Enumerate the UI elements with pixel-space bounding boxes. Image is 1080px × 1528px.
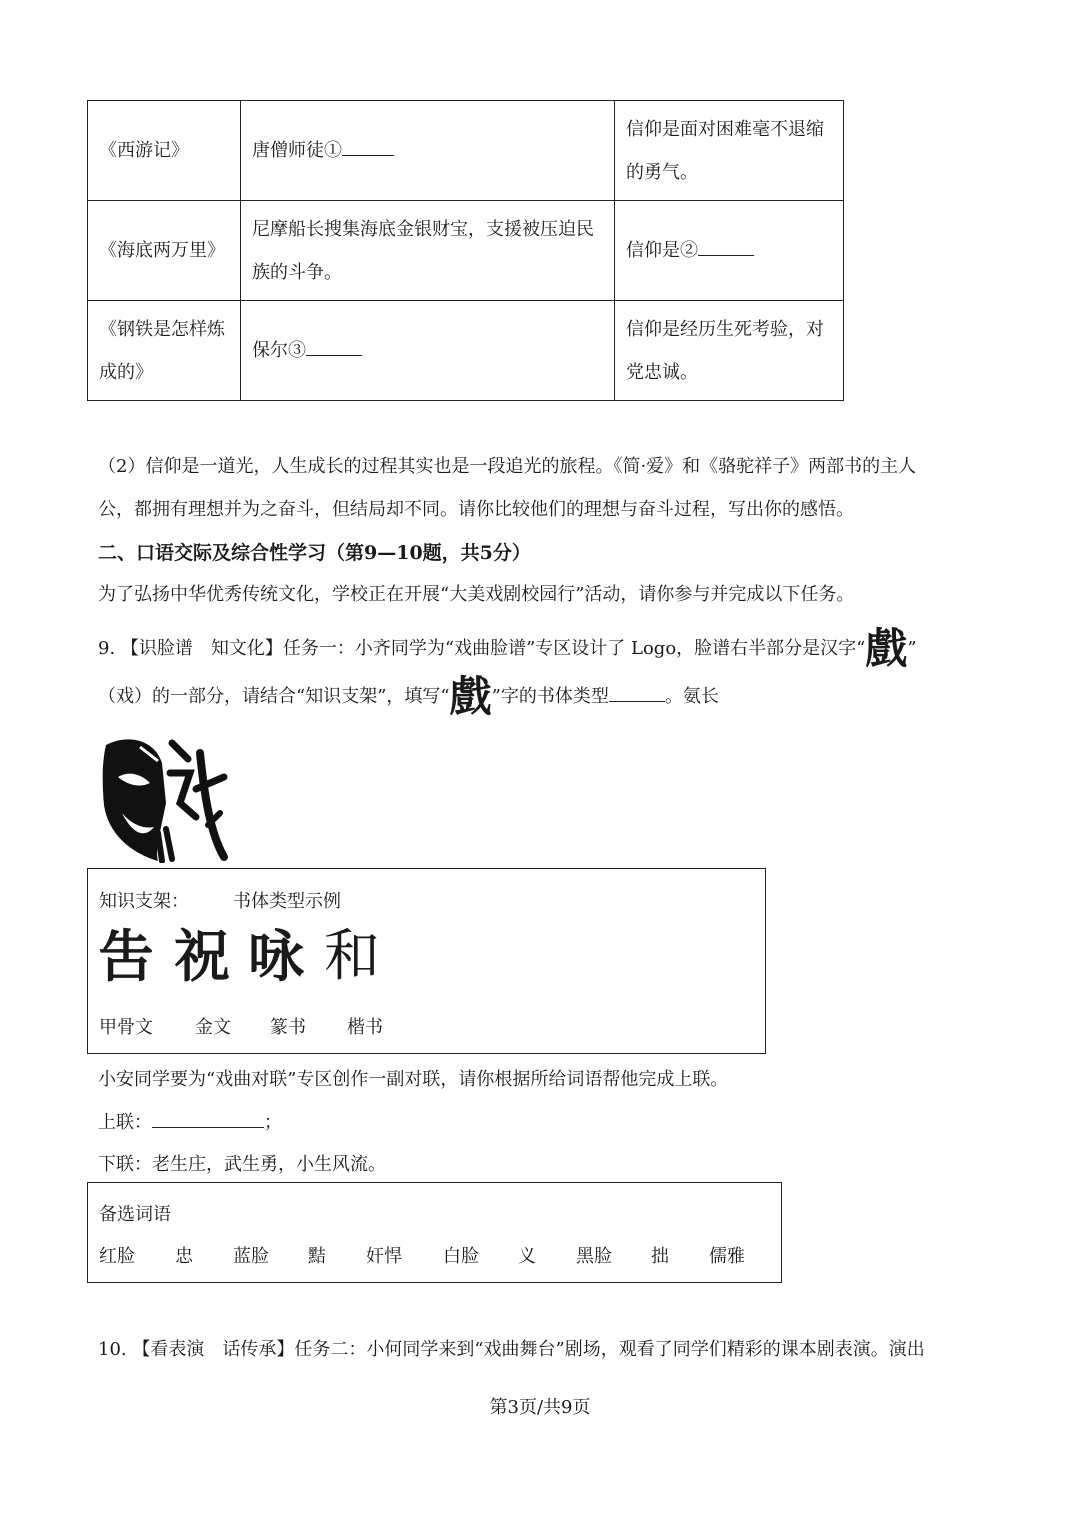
couplet-upper: 上联： ； [98,1107,282,1134]
section-heading: 二、口语交际及综合性学习（第9—10题，共5分） [98,542,531,564]
q10-line1: 10. 【看表演 话传承】任务二：小何同学来到“戏曲舞台”剧场，观看了同学们精彩的课本剧表演。演出 [98,1339,925,1360]
candidate-label: 备选词语 [99,1204,171,1225]
book-table [87,100,844,401]
book-belief: 信仰是经历生死考验，对党忠诚。 [615,301,844,401]
script-name: 篆书 [270,1017,306,1038]
answer-blank-script[interactable] [609,681,665,702]
candidate-word: 义 [518,1246,536,1267]
candidate-words-box [87,1182,782,1283]
candidate-word: 忠 [175,1246,193,1267]
page-number: 第3页/共9页 [489,1397,591,1418]
knowledge-label: 知识支架： [99,891,189,912]
oracle-bone-sample: 吿 [98,924,154,990]
couplet-lower: 下联：老生庄，武生勇，小生风流。 [98,1154,386,1175]
candidate-word: 蓝脸 [233,1246,269,1267]
couplet-intro: 小安同学要为“戏曲对联”专区创作一副对联，请你根据所给词语帮他完成上联。 [98,1069,729,1090]
opera-mask-logo [100,733,230,863]
candidate-word: 拙 [651,1246,669,1267]
book-content: 唐僧师徒① [241,101,615,201]
q9-line1: 9. 【识脸谱 知文化】任务一：小齐同学为“戏曲脸谱”专区设计了 Logo，脸谱右半部分是汉字“戲” [98,624,917,673]
candidate-word: 红脸 [99,1246,135,1267]
table-row [88,301,844,401]
table-row [88,201,844,301]
seal-char-image: 戲 [865,624,908,673]
book-content: 保尔③ [241,301,615,401]
section-intro: 为了弘扬中华优秀传统文化，学校正在开展“大美戏剧校园行”活动，请你参与并完成以下任务。 [98,584,855,605]
book-title: 《海底两万里》 [88,201,241,301]
script-name: 甲骨文 [99,1017,153,1038]
q2-line1: （2）信仰是一道光，人生成长的过程其实也是一段追光的旅程。《简·爱》和《骆驼祥子》两部书的主人 [98,456,917,477]
book-belief: 信仰是面对困难毫不退缩的勇气。 [615,101,844,201]
q9-line2: （戏）的一部分，请结合“知识支架”，填写“戲”字的书体类型 。氨长 [98,672,719,721]
book-title: 《西游记》 [88,101,241,201]
seal-char-image: 戲 [449,672,492,721]
candidate-word: 儒雅 [709,1246,745,1267]
knowledge-subtitle: 书体类型示例 [233,891,341,912]
script-name: 金文 [195,1017,231,1038]
answer-blank-1[interactable] [342,135,394,156]
bronze-sample: 祝 [174,924,230,990]
answer-blank-2[interactable] [698,235,754,256]
upper-couplet-blank[interactable] [152,1107,264,1128]
candidate-word: 黠 [308,1246,326,1267]
book-title: 《钢铁是怎样炼成的》 [88,301,241,401]
candidate-word: 黑脸 [576,1246,612,1267]
candidate-word: 白脸 [443,1246,479,1267]
script-name: 楷书 [347,1017,383,1038]
regular-script-sample: 和 [324,924,380,989]
answer-blank-3[interactable] [306,335,362,356]
candidate-word: 奸悍 [366,1246,402,1267]
knowledge-box [87,868,766,1054]
table-row [88,101,844,201]
q2-line2: 公，都拥有理想并为之奋斗，但结局却不同。请你比较他们的理想与奋斗过程，写出你的感悟。 [98,499,854,520]
book-belief: 信仰是② [615,201,844,301]
seal-script-sample: 咏 [248,924,304,990]
book-content: 尼摩船长搜集海底金银财宝，支援被压迫民族的斗争。 [241,201,615,301]
